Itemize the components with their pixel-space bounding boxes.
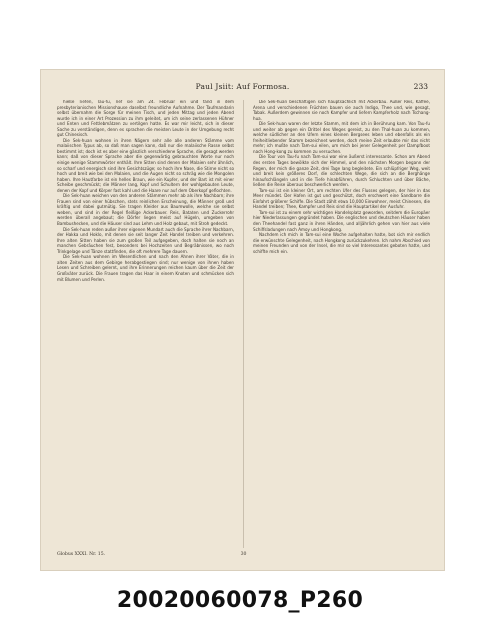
book-page [41, 70, 444, 570]
paragraph: Die Sek-huan reden außer ihrer eigenen Mundart auch die Sprache ihrer Nachbarn, der Hakka und Hoklo, mit denen sie seit langer Zeit Handel treiben und verkehren. Ihre alten Sitten haben sie zum großen Teil aufgegeben, doch halten sie noch an manchen Gebräuchen fest, besonders bei Hochzeiten und Begräbnissen, wo noch Trinkgelage und Tänze stattfinden, die oft mehrere Tage dauern. [57, 227, 234, 255]
paragraph: Nachdem ich mich in Tam-sui eine Woche aufgehalten hatte, bot sich mir endlich die erwünschte Gelegenheit, nach Hongkong zurückzukehren. Ich nahm Abschied von meinen Freunden und von der Insel, die mir so viel Interessantes geboten hatte, und schiffte mich ein. [253, 233, 430, 255]
paragraph: Die Tour von Tau-fu nach Tam-sui war eine äußerst interessante. Schon am Abend des ersten Tages bewölkte sich der Himmel, und den nächsten Morgen begann der Regen, der mich die ganze Zeit, drei Tage lang begleitete. Ein schlüpfriger Weg, weit und breit kein größeres Dorf, die schlechten Wege, die sich an die Berghänge hinaufschlängeln und in die Tiefe hinabführen, durch Schluchten und über Bäche, ließen die Reise überaus beschwerlich werden. [253, 155, 430, 189]
paragraph: Die Sek-huan wohnen im Wesentlichen und nach den Ahnen ihrer Väter, die in alten Zeiten aus dem Gebirge herabgestiegen sind; nur wenige von ihnen haben Lesen und Schreiben gelernt, und ihre Erinnerungen reichen kaum über die Zeit der Großväter zurück. Die Frauen tragen das Haar in einem Knoten und schmücken sich mit Blumen und Perlen. [57, 255, 234, 283]
paragraph: Die Sek-huan weichen von den anderen Stämmen mehr ab als ihre Nachbarn; ihre Frauen sind von einer hübschen, stets reinlichen Erscheinung, die Männer groß und kräftig und dabei gutmütig. Sie tragen Kleider aus Baumwolle, welche sie selbst weben, und sind in der Regel fleißige Ackerbauer. Reis, Bataten und Zuckerrohr werden überall angebaut; die Dörfer liegen meist auf Hügeln, umgeben von Bambushecken, und die Häuser sind aus Lehm und Holz gebaut, mit Stroh gedeckt. [57, 194, 234, 228]
paragraph: Die Sek-huan wohnen in ihren Nägern sehr alle alle anderen Stämme vom malaiischen Typus ab, so daß man sagen kann, daß nur die malaiische Rasse selbst bestimmt ist; doch ist es aber eine gänzlich verschiedene Sprache, die gesagt werden kann; daß von dieser Sprache aber die gegenwärtig gebrauchten Worte nur noch einige wenige Stammwörter enthält. Ihre Sitten sind denen der Malaien sehr ähnlich, so scharf und energisch sind ihre Gesichtszüge; so hoch ihre Nase, die Stirne nicht so hoch und breit wie bei den Malaien, und die Augen nicht so schräg wie die Mongolen haben. Ihre Hautfarbe ist ein helles Braun, wie ein Kupfer, und der Bart ist mit einer Scheibe geschmückt; die Männer lang, Kopf und Schultern der wohlgebauten Leute, denen der Kopf und Körper fast kahl und die Haare nur auf dem Oberkopf geflochten. [57, 138, 234, 194]
paragraph: Tam-sui ist zu einem sehr wichtigen Handelsplatz geworden, seitdem die Europäer hier Niederlassungen gegründet haben. Die englischen und deutschen Häuser haben den Theehandel fast ganz in ihren Händen, und alljährlich gehen von hier aus viele Schiffsladungen nach Amoy und Hongkong. [253, 210, 430, 233]
journal-reference: Globus XXXI. Nr. 15. [57, 552, 106, 557]
paragraph: hieße Tiefen, Tau-fu, rief sie am 24. Februar ein und fand in dem presbyterianischen Missionshause daselbst freundliche Aufnahme. Der Taufmandarin selbst übernahm die Sorge für meinen Tisch, und jeden Mittag und jeden Abend wurde ich in einer Art Prozession zu ihm geleitet, um ich seine zerlassenen Hühner und Enten und Fettlebmätzen zu vertilgen hatte. Es war mir leicht, sich in dieser Sache zu verständigen, denn es sprachen die meisten Leute in der Umgebung recht gut Chinesisch. [57, 100, 234, 139]
running-head-title: Paul Jsiit: Auf Formosa. [195, 82, 290, 91]
paragraph: Tam-sui ist ein kleiner Ort, am rechten Ufer des Flusses gelegen, der hier in das Meer mündet. Der Hafen ist gut und geschützt, doch erschwert eine Sandbarre die Einfahrt größerer Schiffe. Die Stadt zählt etwa 10,000 Einwohner, meist Chinesen, die Handel treiben; Thee, Kampfer und Reis sind die Hauptartikel der Ausfuhr. [253, 188, 430, 211]
page-number: 233 [413, 82, 428, 91]
running-head [41, 82, 444, 94]
paragraph: Die Sek-huan beschäftigen sich hauptsächlich mit Ackerbau. Außer Reis, Kaffee, Arena und verschiedenen Früchten bauen sie auch Indigo, Thee und, wie gesagt, Tabak. Außerdem gewinnen sie noch Kampfer und liefern Kampferholz nach Tschang-hua. [253, 100, 430, 122]
paragraph: Die Sek-huan waren der letzte Stamm, mit dem ich in Berührung kam. Von Tau-fu und weiter ab gegen ein Drittel des Weges gereist, zu den Thal-huan zu kommen, welche südlicher an den Ufern eines kleinen Bergsees leben und ebenfalls als ein freiheitliebender Stamm bezeichnet werden, doch meine Zeit erlaubte mir das nicht mehr; ich mußte nach Tam-sui eilen, um mich bei jener Gelegenheit per Dampfboot nach Hong-kong zu kommen zu versuchen. [253, 122, 430, 155]
right-column [253, 100, 430, 548]
text-columns [57, 100, 430, 548]
left-column [57, 100, 234, 548]
signature-mark: 30 [240, 552, 247, 557]
column-divider [243, 100, 244, 548]
page-footer [57, 552, 430, 561]
scan-id-caption: 20020060078_P260 [116, 588, 364, 613]
